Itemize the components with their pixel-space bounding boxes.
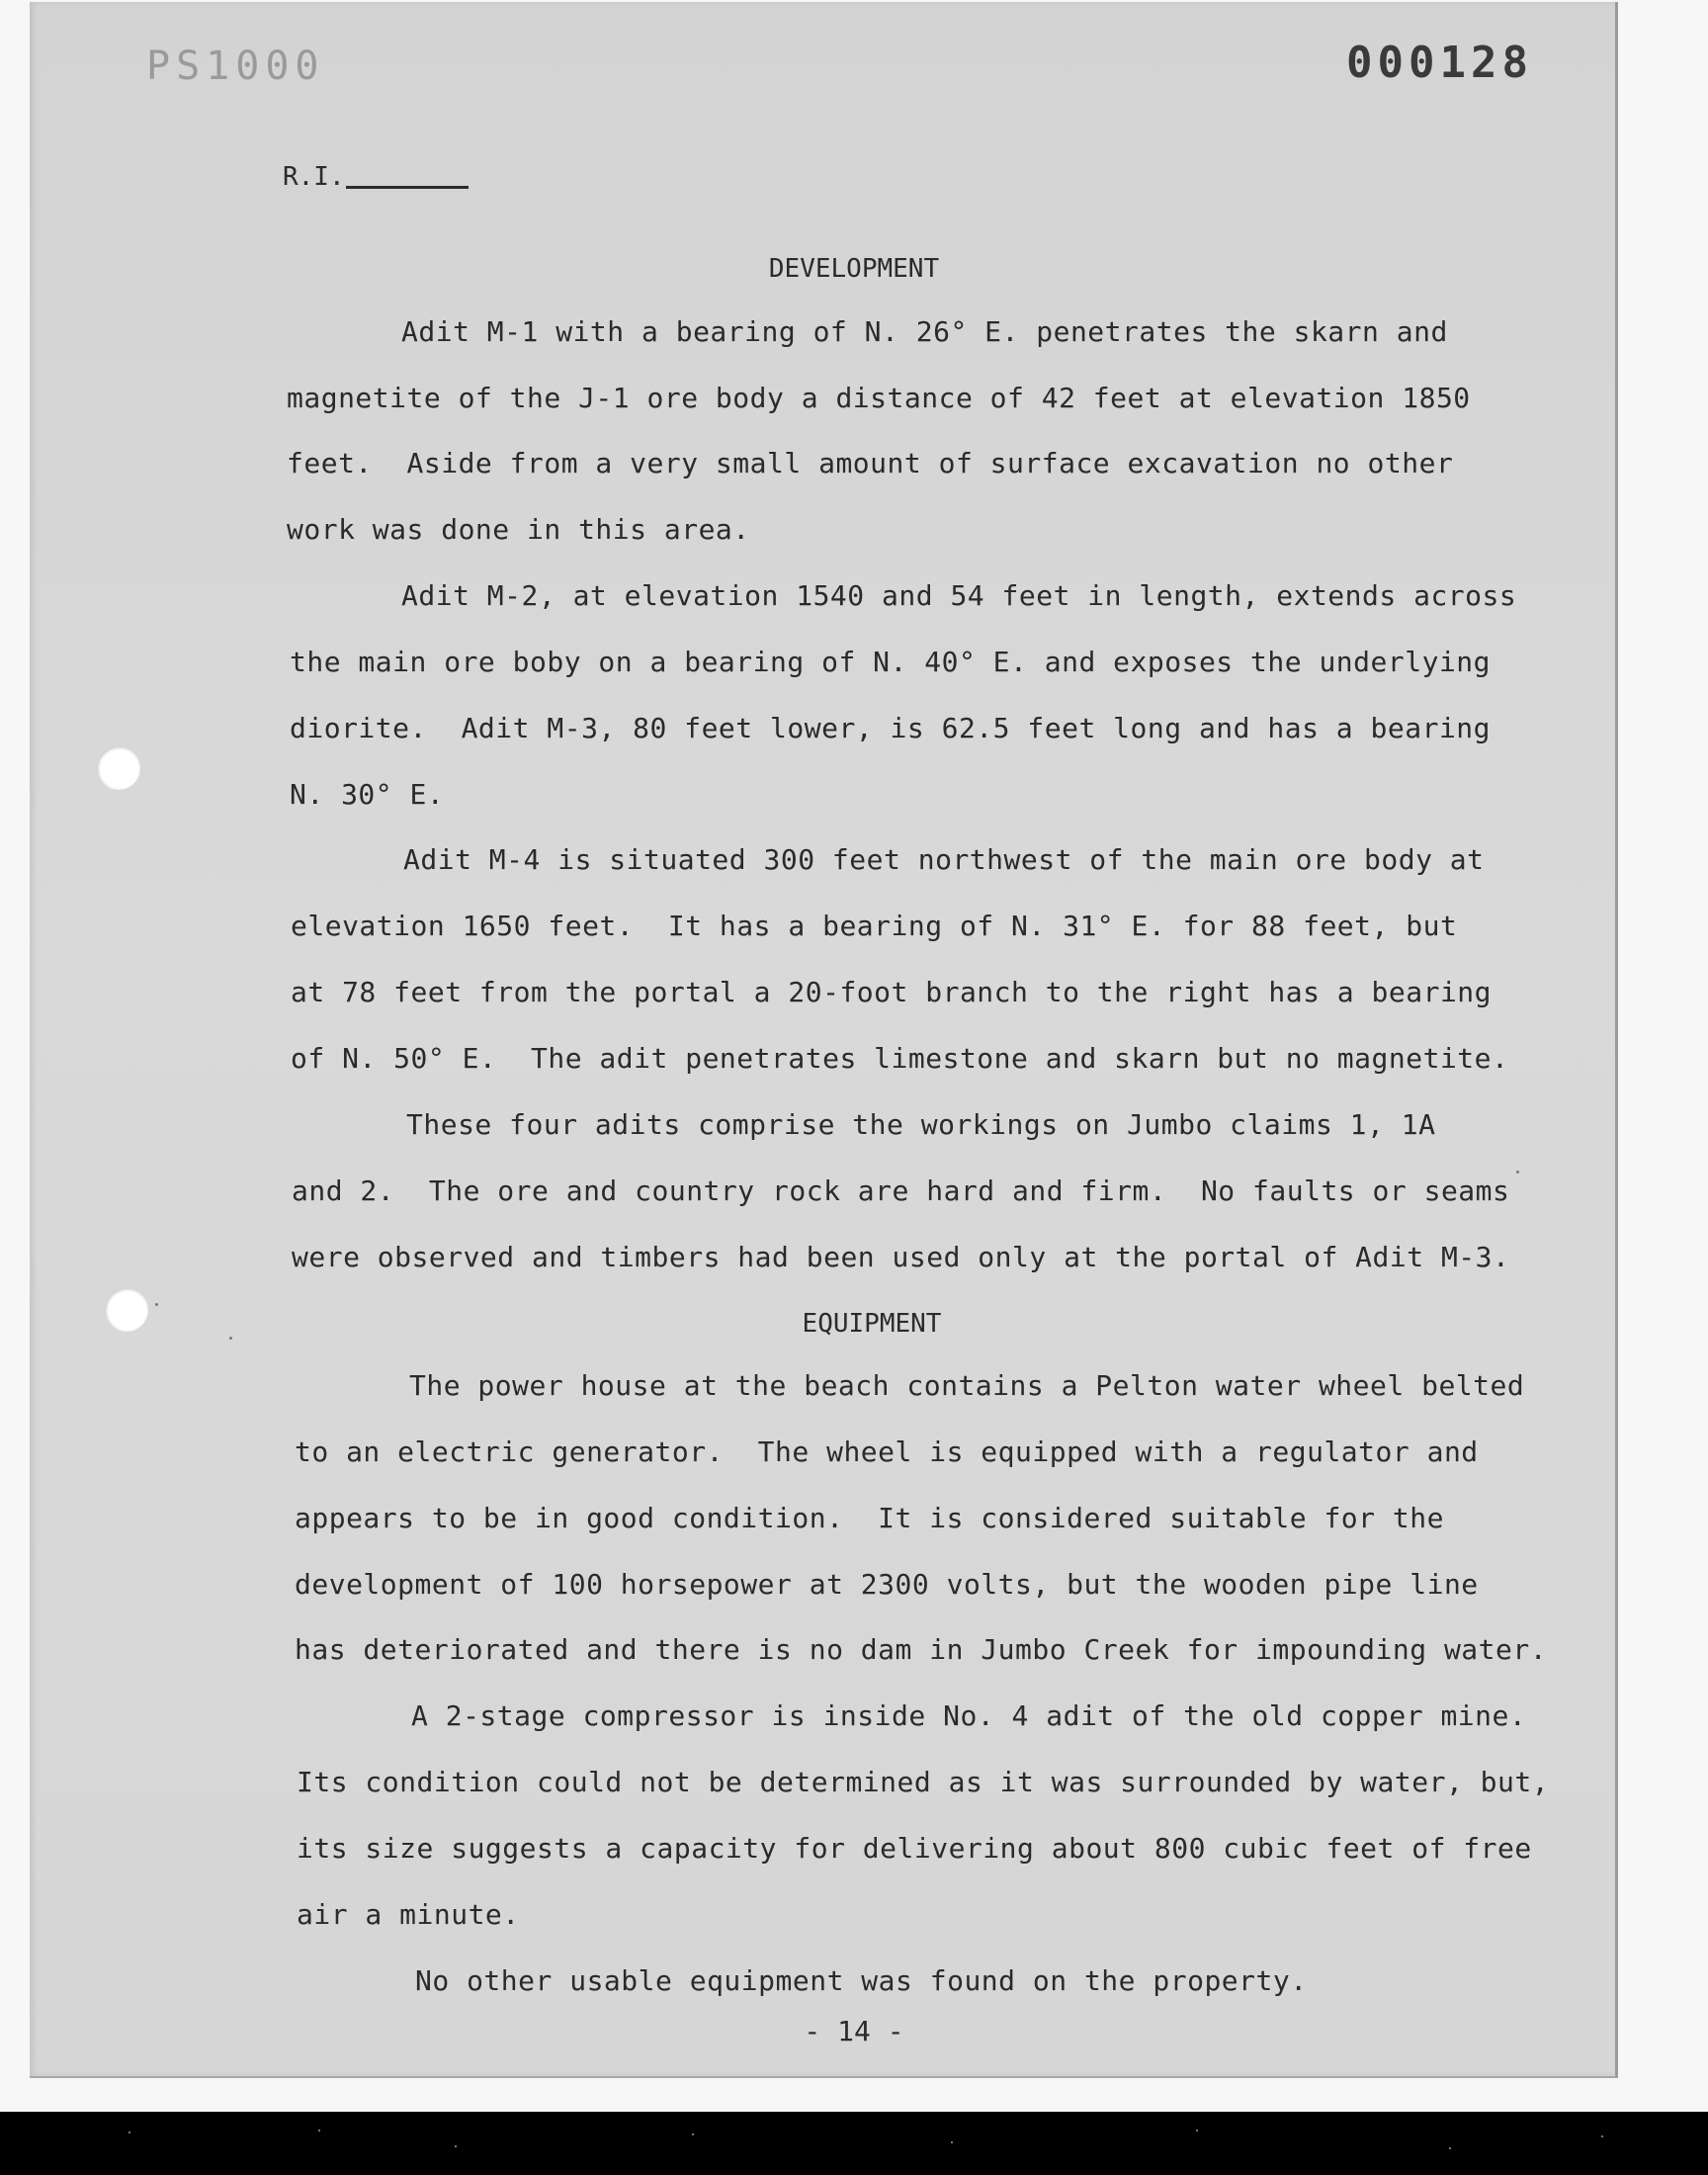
development-line: and 2. The ore and country rock are hard and firm. No faults or seams bbox=[292, 1174, 1510, 1207]
equipment-line: A 2-stage compressor is inside No. 4 adit of the old copper mine. bbox=[411, 1699, 1527, 1732]
development-line: of N. 50° E. The adit penetrates limestone and skarn but no magnetite. bbox=[291, 1042, 1509, 1075]
equipment-line: development of 100 horsepower at 2300 volts, but the wooden pipe line bbox=[295, 1568, 1479, 1601]
development-line: at 78 feet from the portal a 20-foot branch to the right has a bearing bbox=[291, 976, 1493, 1008]
equipment-heading: EQUIPMENT bbox=[802, 1309, 942, 1339]
equipment-line: has deteriorated and there is no dam in Jumbo Creek for impounding water. bbox=[295, 1633, 1548, 1666]
scan-fleck bbox=[1516, 1171, 1519, 1174]
scan-speck bbox=[1601, 2135, 1603, 2137]
development-line: the main ore boby on a bearing of N. 40° E. and exposes the underlying bbox=[290, 646, 1492, 678]
scan-speck bbox=[318, 2130, 320, 2132]
development-line: N. 30° E. bbox=[290, 778, 445, 811]
development-line: diorite. Adit M-3, 80 feet lower, is 62.5 feet long and has a bearing bbox=[290, 712, 1492, 744]
scan-speck bbox=[1196, 2130, 1198, 2132]
development-heading: DEVELOPMENT bbox=[768, 254, 940, 284]
page-number: - 14 - bbox=[804, 2015, 904, 2047]
development-line: Adit M-1 with a bearing of N. 26° E. penetrates the skarn and bbox=[401, 315, 1448, 348]
equipment-line: appears to be in good condition. It is considered suitable for the bbox=[295, 1502, 1444, 1534]
scanner-bottom-band bbox=[0, 2112, 1708, 2175]
development-line: elevation 1650 feet. It has a bearing of N. 31° E. for 88 feet, but bbox=[291, 910, 1458, 942]
scan-speck bbox=[692, 2133, 694, 2135]
equipment-line: its size suggests a capacity for delivering about 800 cubic feet of free bbox=[297, 1832, 1532, 1865]
development-line: feet. Aside from a very small amount of surface excavation no other bbox=[287, 447, 1454, 479]
scan-fleck bbox=[155, 1303, 158, 1306]
equipment-line: to an electric generator. The wheel is equipped with a regulator and bbox=[295, 1436, 1479, 1468]
development-line: These four adits comprise the workings on Jumbo claims 1, 1A bbox=[406, 1108, 1436, 1141]
equipment-line: Its condition could not be determined as it was surrounded by water, but, bbox=[297, 1766, 1550, 1798]
development-line: work was done in this area. bbox=[287, 513, 750, 546]
development-line: magnetite of the J-1 ore body a distance of 42 feet at elevation 1850 bbox=[287, 382, 1471, 414]
faint-stamp-number: PS1000 bbox=[146, 44, 325, 89]
ri-blank-line bbox=[346, 186, 469, 189]
equipment-line: air a minute. bbox=[297, 1898, 520, 1931]
scan-speck bbox=[128, 2132, 130, 2133]
development-line: Adit M-2, at elevation 1540 and 54 feet in length, extends across bbox=[401, 579, 1517, 612]
scan-speck bbox=[455, 2145, 457, 2147]
scan-speck bbox=[951, 2141, 953, 2143]
equipment-line: The power house at the beach contains a Pelton water wheel belted bbox=[409, 1369, 1525, 1402]
punch-hole-upper bbox=[97, 746, 140, 790]
scan-speck bbox=[1449, 2147, 1451, 2149]
document-number-stamp: 000128 bbox=[1346, 38, 1533, 88]
development-line: Adit M-4 is situated 300 feet northwest of the main ore body at bbox=[403, 843, 1485, 876]
ri-label: R.I. bbox=[283, 162, 345, 192]
equipment-line: No other usable equipment was found on the property. bbox=[415, 1964, 1308, 1997]
development-line: were observed and timbers had been used only at the portal of Adit M-3. bbox=[292, 1241, 1510, 1273]
